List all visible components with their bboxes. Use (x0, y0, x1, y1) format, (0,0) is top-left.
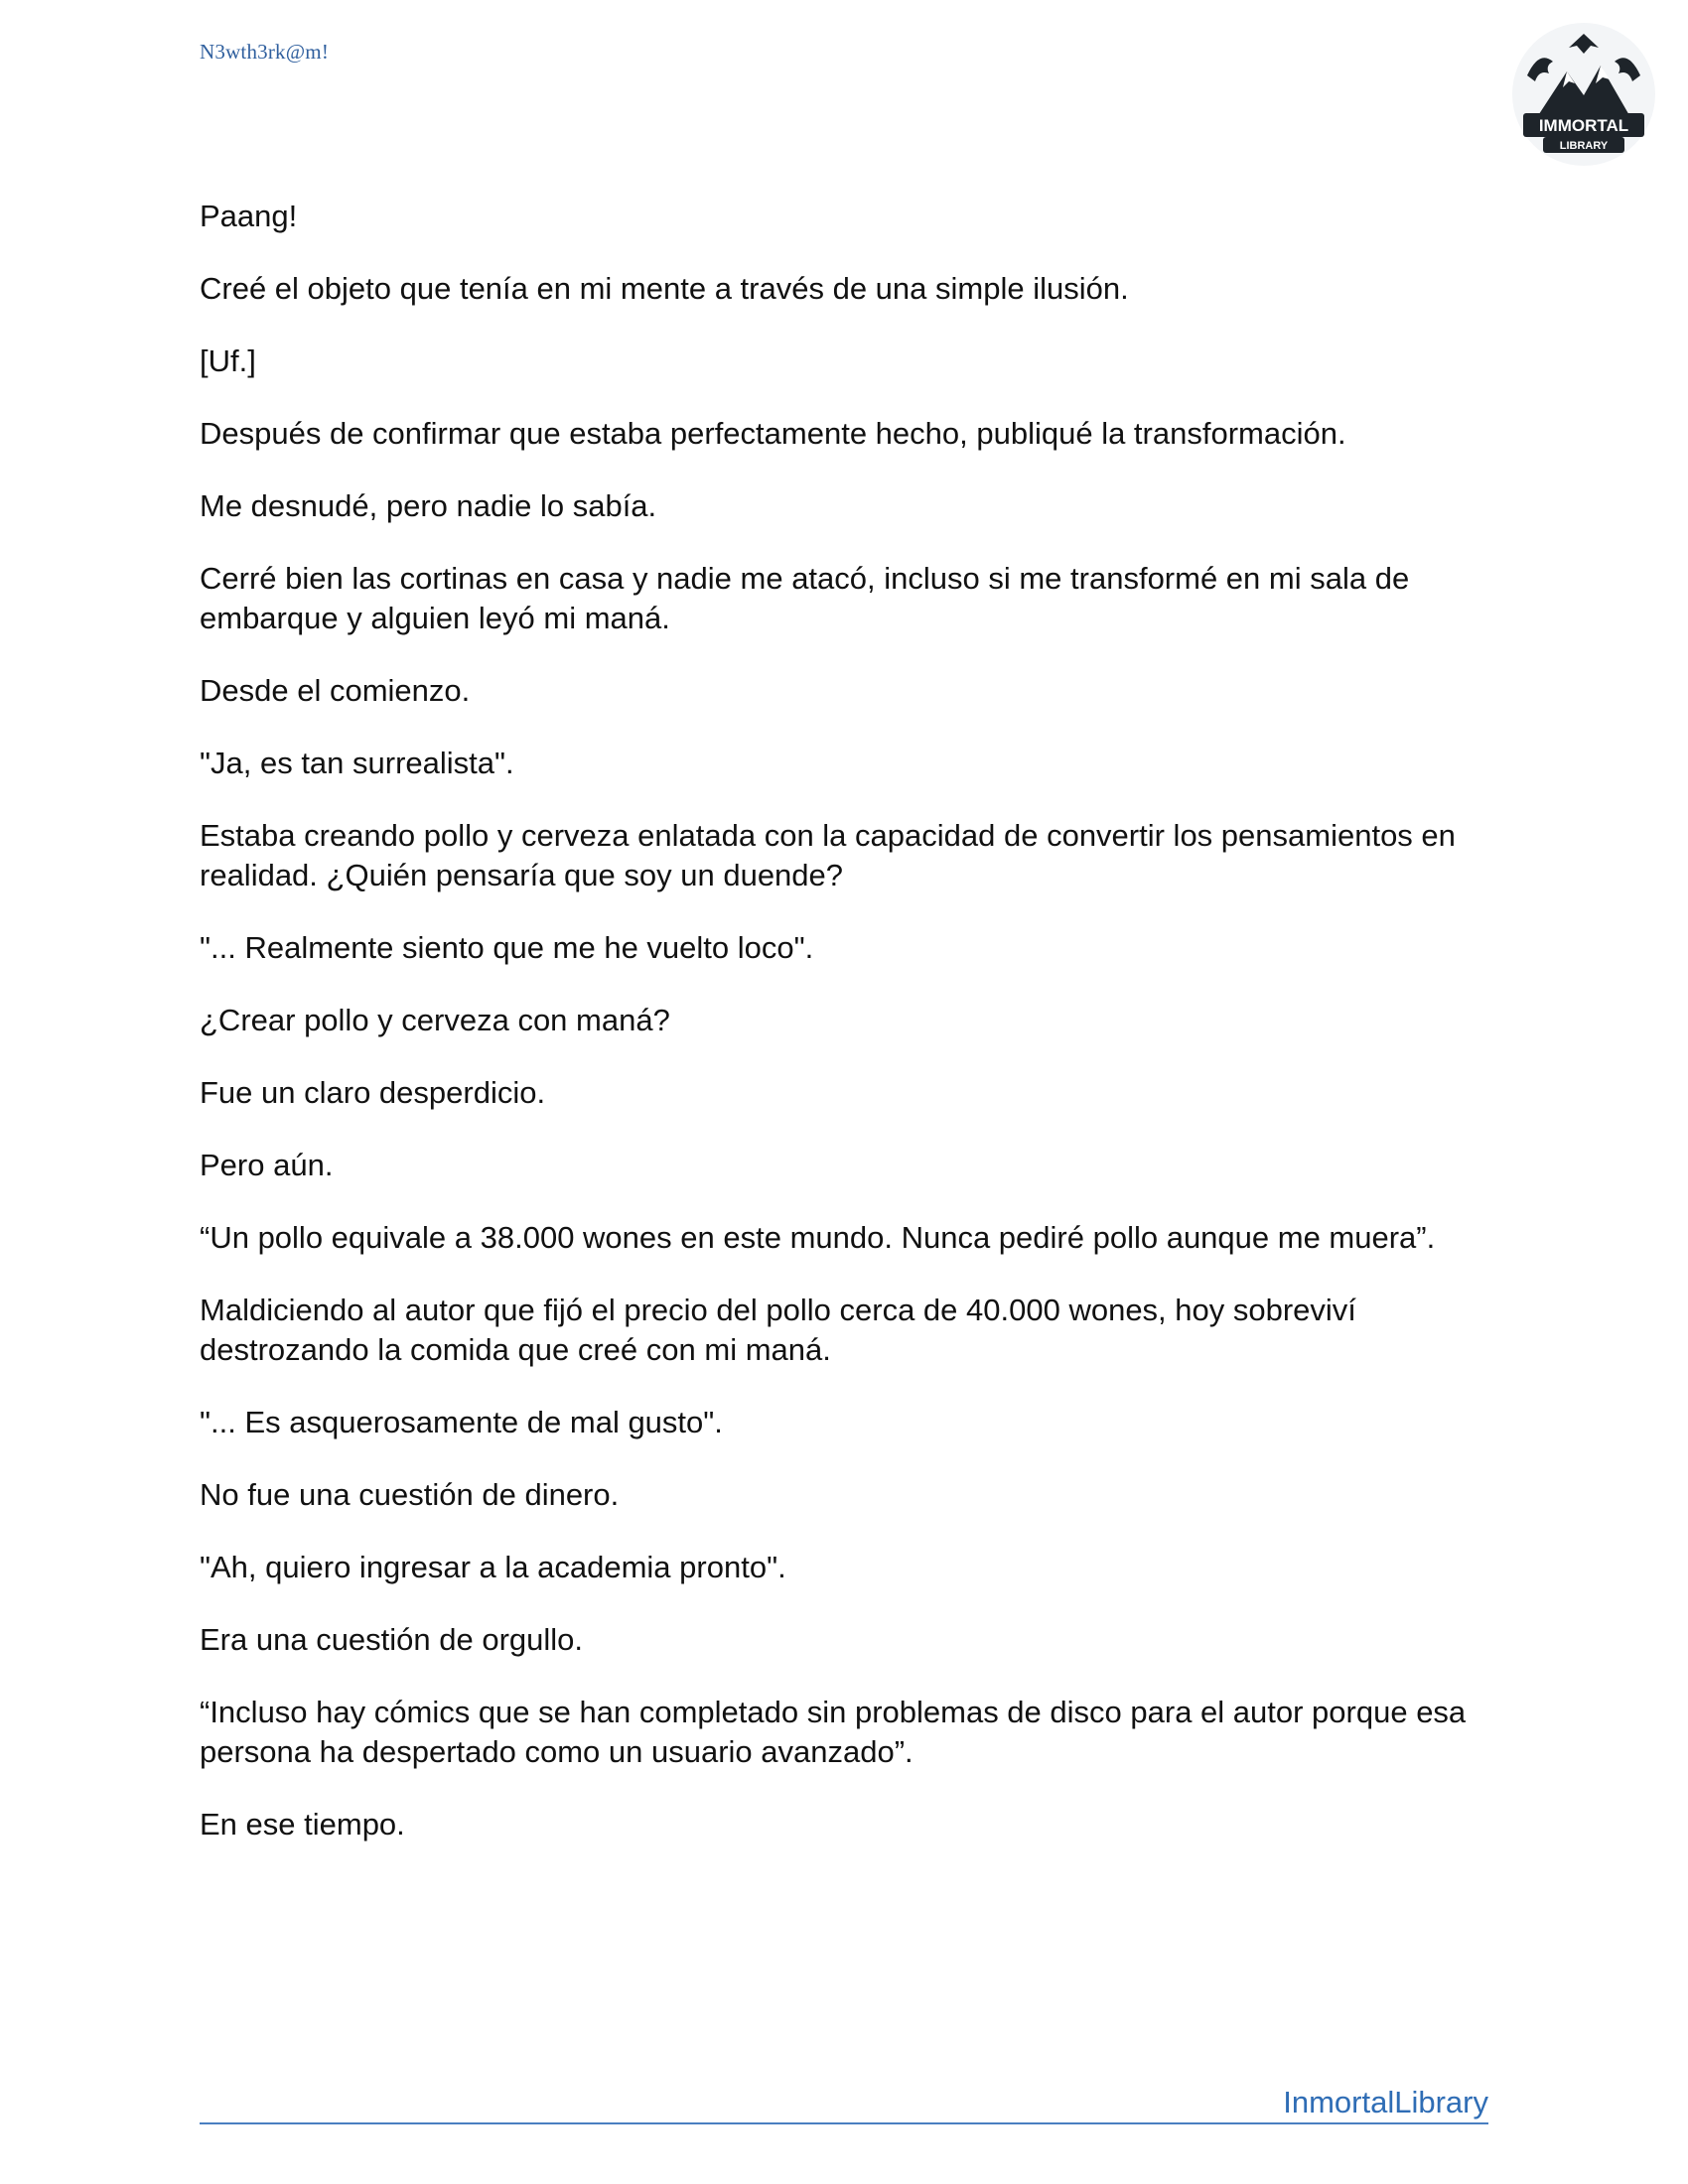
footer (200, 2085, 1488, 2124)
paragraph: ¿Crear pollo y cerveza con maná? (200, 1003, 670, 1037)
paragraph: "... Realmente siento que me he vuelto loco". (200, 930, 814, 965)
paragraph: Me desnudé, pero nadie lo sabía. (200, 488, 657, 523)
logo-line1: IMMORTAL (1538, 116, 1629, 135)
immortal-library-logo (1509, 20, 1658, 169)
paragraph: Pero aún. (200, 1148, 334, 1182)
paragraph: “Incluso hay cómics que se han completado sin problemas de disco para el autor porque esa persona ha despertado como un usuario avanzado”. (200, 1695, 1467, 1769)
paragraph: [Uf.] (200, 343, 256, 378)
paragraph: Estaba creando pollo y cerveza enlatada con la capacidad de convertir los pensamientos en realidad. ¿Quién pensaría que soy un duende? (200, 818, 1456, 892)
paragraph: No fue una cuestión de dinero. (200, 1477, 620, 1512)
paragraph: “Un pollo equivale a 38.000 wones en este mundo. Nunca pediré pollo aunque me muera”. (200, 1220, 1436, 1255)
header-tag: N3wth3rk@m! (200, 40, 330, 64)
logo-line2: LIBRARY (1559, 140, 1609, 152)
paragraph: Después de confirmar que estaba perfectamente hecho, publiqué la transformación. (200, 416, 1346, 451)
paragraph: Cerré bien las cortinas en casa y nadie me atacó, incluso si me transformé en mi sala de embarque y alguien leyó mi maná. (200, 561, 1410, 635)
paragraph: "... Es asquerosamente de mal gusto". (200, 1405, 723, 1439)
paragraph: Fue un claro desperdicio. (200, 1075, 546, 1110)
footer-link[interactable]: InmortalLibrary (1283, 2085, 1488, 2119)
paragraph: "Ah, quiero ingresar a la academia pronto". (200, 1550, 786, 1584)
paragraph: "Ja, es tan surrealista". (200, 746, 514, 780)
paragraph: Maldiciendo al autor que fijó el precio del pollo cerca de 40.000 wones, hoy sobreviví destrozando la comida que creé con mi maná. (200, 1293, 1356, 1367)
paragraph: Creé el objeto que tenía en mi mente a través de una simple ilusión. (200, 271, 1129, 306)
paragraph: Desde el comienzo. (200, 673, 471, 708)
paragraph: Paang! (200, 199, 298, 233)
paragraph: En ese tiempo. (200, 1807, 405, 1842)
document-body (200, 197, 1490, 1877)
paragraph: Era una cuestión de orgullo. (200, 1622, 584, 1657)
